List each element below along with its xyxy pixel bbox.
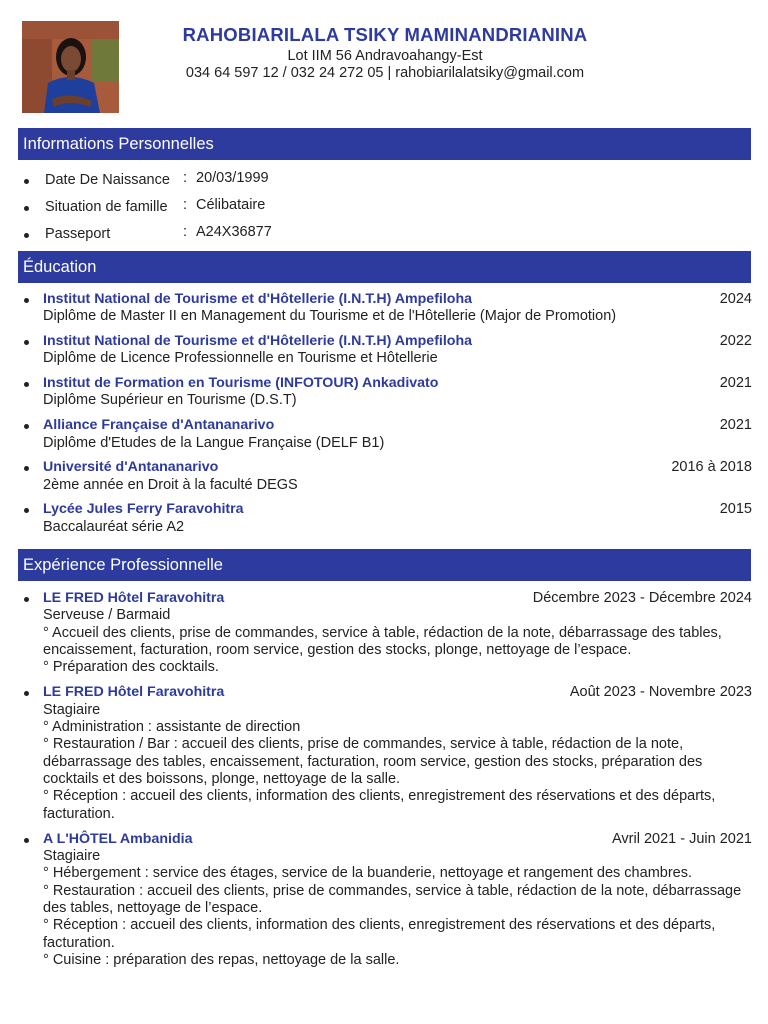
contact-line: 034 64 597 12 / 032 24 272 05 | rahobiarilalatsiky@gmail.com [185,65,585,81]
education-date: 2015 [719,501,752,518]
bullet-icon [24,597,29,602]
experience-employer: A L'HÔTEL Ambanidia [43,830,193,847]
info-label: Date De Naissance [45,172,170,188]
experience-date: Août 2023 - Novembre 2023 [569,684,752,701]
profile-photo [22,21,119,113]
experience-role: Serveuse / Barmaid [43,607,171,624]
education-diploma: 2ème année en Droit à la faculté DEGS [43,476,298,493]
education-diploma: Diplôme d'Etudes de la Langue Française (DELF B1) [43,434,385,451]
experience-task: ° Réception : accueil des clients, information des clients, enregistrement des réservations et des départs, facturation. [43,788,716,822]
candidate-name: RAHOBIARILALA TSIKY MAMINANDRIANINA [182,24,588,45]
bullet-icon [24,691,29,696]
education-diploma: Baccalauréat série A2 [43,518,185,535]
experience-task: ° Hébergement : service des étages, service de la buanderie, nettoyage et rangement des chambres. [43,865,693,882]
bullet-icon [24,340,29,345]
info-row-birthdate [22,168,422,195]
education-institution: Lycée Jules Ferry Faravohitra [43,501,244,518]
education-diploma: Diplôme de Master II en Management du Tourisme et de l'Hôtellerie (Major de Promotion) [43,308,617,325]
experience-item [22,590,752,676]
info-colon: : [183,170,188,186]
experience-task: ° Préparation des cocktails. [43,659,219,676]
experience-role: Stagiaire [43,848,101,865]
experience-employer: LE FRED Hôtel Faravohitra [43,590,225,606]
bullet-icon [24,179,29,184]
education-item [22,459,752,494]
experience-task: ° Réception : accueil des clients, information des clients, enregistrement des réservations et des départs, facturation. [43,917,716,951]
bullet-icon [24,424,29,429]
experience-task: ° Cuisine : préparation des repas, nettoyage de la salle. [43,951,400,968]
bullet-icon [24,233,29,238]
info-value: 20/03/1999 [196,170,269,186]
section-experience-heading: Expérience Professionnelle [18,549,751,581]
info-row-marital-status [22,195,422,222]
education-list [22,291,752,536]
experience-role: Stagiaire [43,701,101,718]
experience-task: ° Accueil des clients, prise de commandes, service à table, rédaction de la note, débarrassage des tables, encaissement, facturation, room service, gestion des stocks, plonge, nettoyage de l’espace. [43,624,722,658]
education-item [22,291,752,326]
info-value: A24X36877 [196,224,272,240]
education-diploma: Diplôme Supérieur en Tourisme (D.S.T) [43,392,297,409]
section-education-heading: Éducation [18,251,751,283]
experience-task: ° Restauration / Bar : accueil des clients, prise de commandes, service à table, rédaction de la note, débarrassage des tables, encaissement, facturation, room service, gestion des stocks, préparation des cocktails et des boissons, plonge, nettoyage de la salle. [43,736,703,787]
experience-task: ° Restauration : accueil des clients, prise de commandes, service à table, rédaction de la note, débarrassage des tables, nettoyage de l’espace. [43,882,742,917]
education-item [22,501,752,536]
education-institution: Institut National de Tourisme et d'Hôtellerie (I.N.T.H) Ampefiloha [43,291,473,307]
education-institution: Institut National de Tourisme et d'Hôtellerie (I.N.T.H) Ampefiloha [43,333,473,350]
experience-list [22,590,752,969]
info-colon: : [183,224,188,240]
education-institution: Alliance Française d'Antananarivo [43,417,275,434]
education-date: 2022 [719,333,752,350]
education-date: 2016 à 2018 [671,459,752,476]
bullet-icon [24,206,29,211]
info-colon: : [183,197,188,213]
experience-date: Avril 2021 - Juin 2021 [612,830,752,847]
address: Lot IIM 56 Andravoahangy-Est [287,48,483,64]
bullet-icon [24,466,29,471]
education-date: 2024 [719,291,752,307]
education-date: 2021 [719,417,752,434]
info-label: Situation de famille [45,199,168,215]
bullet-icon [24,298,29,303]
experience-item [22,684,752,822]
bullet-icon [24,508,29,513]
experience-item [22,831,752,969]
education-item [22,333,752,368]
education-institution: Institut de Formation en Tourisme (INFOTOUR) Ankadivato [43,375,439,392]
experience-employer: LE FRED Hôtel Faravohitra [43,684,225,701]
info-row-passport [22,222,422,249]
section-personal-heading: Informations Personnelles [18,128,751,160]
personal-info-list [22,168,422,249]
education-item [22,375,752,410]
experience-task: ° Administration : assistante de direction [43,719,301,736]
info-label: Passeport [45,226,111,242]
cv-header [150,22,620,82]
bullet-icon [24,382,29,387]
education-item [22,417,752,452]
education-date: 2021 [719,375,752,392]
education-institution: Université d'Antananarivo [43,459,219,476]
experience-date: Décembre 2023 - Décembre 2024 [532,590,752,606]
education-diploma: Diplôme de Licence Professionnelle en Tourisme et Hôtellerie [43,350,438,367]
info-value: Célibataire [196,197,266,213]
bullet-icon [24,838,29,843]
